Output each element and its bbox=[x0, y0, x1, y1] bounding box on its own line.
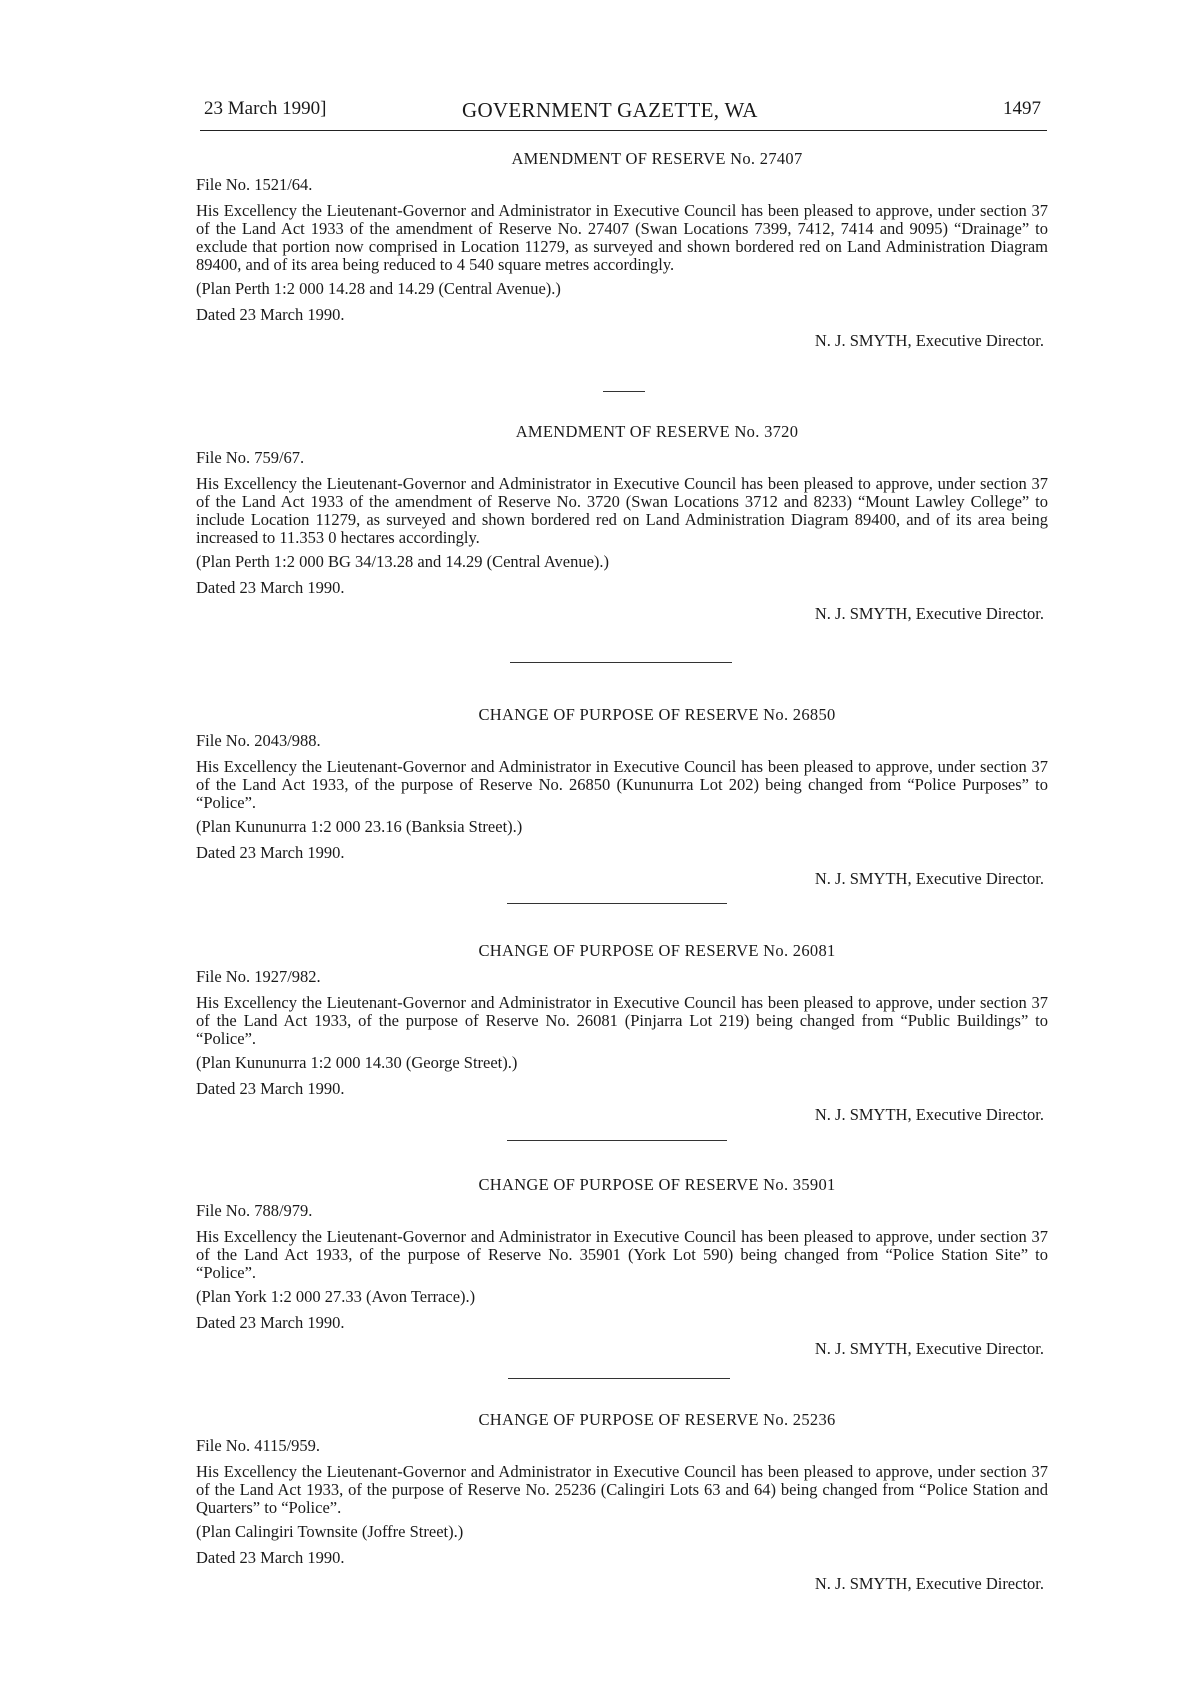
notice-body: His Excellency the Lieutenant-Governor and Administrator in Executive Council has been pleased to approve, under section 37 of the Land Act 1933, of the purpose of Reserve No. 25236 (Calingiri Lots 63 and 64) being changed from “Police Station and Quarters” to “Police”. bbox=[196, 1462, 1048, 1517]
notice-dated: Dated 23 March 1990. bbox=[196, 1313, 345, 1332]
notice-plan: (Plan Perth 1:2 000 BG 34/13.28 and 14.29 (Central Avenue).) bbox=[196, 552, 610, 571]
notice-title: CHANGE OF PURPOSE OF RESERVE No. 26850 bbox=[478, 705, 836, 724]
notice-body: His Excellency the Lieutenant-Governor and Administrator in Executive Council has been pleased to approve, under section 37 of the Land Act 1933, of the purpose of Reserve No. 26850 (Kununurra Lot 202) being changed from “Police Purposes” to “Police”. bbox=[196, 757, 1048, 812]
notice-body: His Excellency the Lieutenant-Governor and Administrator in Executive Council has been pleased to approve, under section 37 of the Land Act 1933 of the amendment of Reserve No. 27407 (Swan Locations 7399, 7412, 7414 and 9095) “Drainage” to exclude that portion now comprised in Location 11279, as surveyed and shown bordered red on Land Administration Diagram 89400, and of its area being reduced to 4 540 square metres accordingly. bbox=[196, 201, 1048, 274]
divider bbox=[507, 1140, 727, 1141]
notice-title: AMENDMENT OF RESERVE No. 3720 bbox=[515, 422, 799, 441]
divider bbox=[510, 662, 732, 663]
notice-reserve-27407 bbox=[196, 149, 1048, 351]
notice-title: CHANGE OF PURPOSE OF RESERVE No. 25236 bbox=[478, 1410, 836, 1429]
notice-plan: (Plan York 1:2 000 27.33 (Avon Terrace).) bbox=[196, 1287, 476, 1306]
notice-signature: N. J. SMYTH, Executive Director. bbox=[814, 1105, 1044, 1124]
divider bbox=[507, 903, 727, 904]
notice-reserve-35901 bbox=[196, 1175, 1048, 1359]
notice-reserve-25236 bbox=[196, 1410, 1048, 1594]
notice-plan: (Plan Kununurra 1:2 000 23.16 (Banksia Street).) bbox=[196, 817, 523, 836]
notice-signature: N. J. SMYTH, Executive Director. bbox=[814, 869, 1044, 888]
page-header bbox=[200, 96, 1047, 131]
notice-reserve-3720 bbox=[196, 422, 1048, 624]
notice-file-number: File No. 4115/959. bbox=[196, 1436, 321, 1455]
notice-plan: (Plan Kununurra 1:2 000 14.30 (George Street).) bbox=[196, 1053, 518, 1072]
notice-file-number: File No. 759/67. bbox=[196, 448, 305, 467]
notice-file-number: File No. 1927/982. bbox=[196, 967, 321, 986]
divider bbox=[508, 1378, 730, 1379]
notice-signature: N. J. SMYTH, Executive Director. bbox=[814, 331, 1044, 350]
notice-dated: Dated 23 March 1990. bbox=[196, 843, 345, 862]
notice-body: His Excellency the Lieutenant-Governor and Administrator in Executive Council has been pleased to approve, under section 37 of the Land Act 1933, of the purpose of Reserve No. 35901 (York Lot 590) being changed from “Police Station Site” to “Police”. bbox=[196, 1227, 1048, 1282]
notice-signature: N. J. SMYTH, Executive Director. bbox=[814, 1574, 1044, 1593]
notice-dated: Dated 23 March 1990. bbox=[196, 305, 345, 324]
notice-plan: (Plan Calingiri Townsite (Joffre Street).) bbox=[196, 1522, 464, 1541]
notice-signature: N. J. SMYTH, Executive Director. bbox=[814, 604, 1044, 623]
notice-file-number: File No. 788/979. bbox=[196, 1201, 313, 1220]
notice-title: CHANGE OF PURPOSE OF RESERVE No. 35901 bbox=[478, 1175, 836, 1194]
header-date: 23 March 1990] bbox=[204, 98, 327, 119]
notice-body: His Excellency the Lieutenant-Governor and Administrator in Executive Council has been pleased to approve, under section 37 of the Land Act 1933 of the amendment of Reserve No. 3720 (Swan Locations 3712 and 8233) “Mount Lawley College” to include Location 11279, as surveyed and shown bordered red on Land Administration Diagram 89400, and of its area being increased to 11.353 0 hectares accordingly. bbox=[196, 474, 1048, 547]
notice-body: His Excellency the Lieutenant-Governor and Administrator in Executive Council has been pleased to approve, under section 37 of the Land Act 1933, of the purpose of Reserve No. 26081 (Pinjarra Lot 219) being changed from “Public Buildings” to “Police”. bbox=[196, 993, 1048, 1048]
notice-dated: Dated 23 March 1990. bbox=[196, 1079, 345, 1098]
notice-reserve-26850 bbox=[196, 705, 1048, 889]
divider-short bbox=[603, 391, 645, 392]
header-title: GOVERNMENT GAZETTE, WA bbox=[462, 98, 758, 122]
notice-plan: (Plan Perth 1:2 000 14.28 and 14.29 (Central Avenue).) bbox=[196, 279, 561, 298]
header-page-number: 1497 bbox=[1003, 98, 1041, 119]
notice-title: CHANGE OF PURPOSE OF RESERVE No. 26081 bbox=[478, 941, 836, 960]
notice-reserve-26081 bbox=[196, 941, 1048, 1125]
notice-signature: N. J. SMYTH, Executive Director. bbox=[814, 1339, 1044, 1358]
notice-dated: Dated 23 March 1990. bbox=[196, 1548, 345, 1567]
notice-file-number: File No. 2043/988. bbox=[196, 731, 321, 750]
notice-file-number: File No. 1521/64. bbox=[196, 175, 313, 194]
notice-title: AMENDMENT OF RESERVE No. 27407 bbox=[511, 149, 803, 168]
notice-dated: Dated 23 March 1990. bbox=[196, 578, 345, 597]
